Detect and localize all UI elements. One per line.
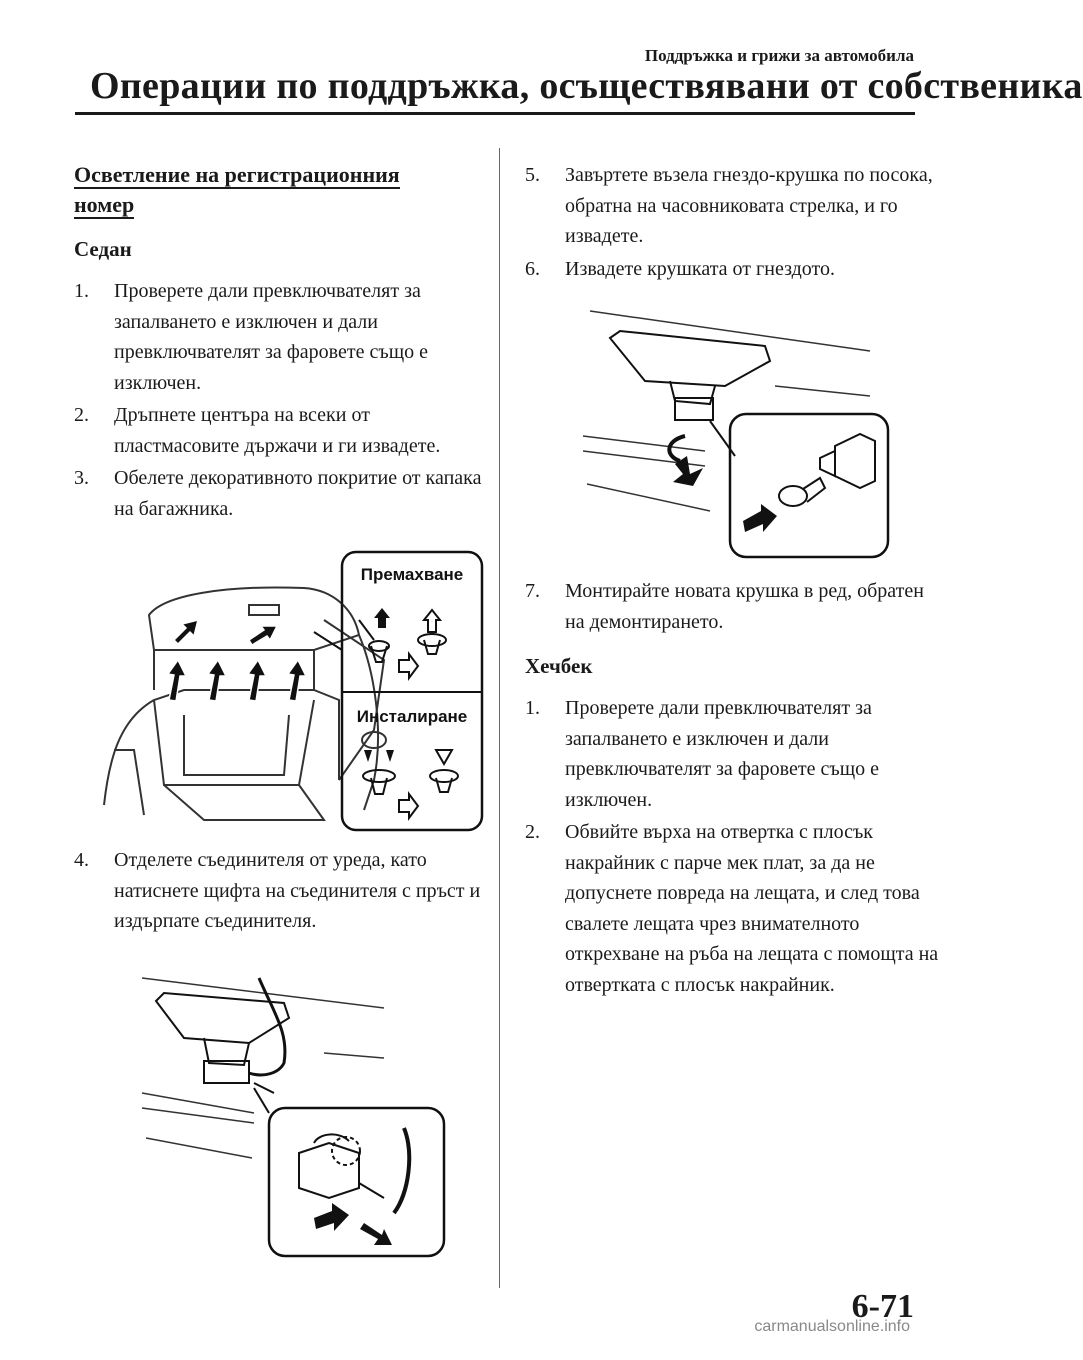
step-item — [74, 276, 489, 398]
step-item — [74, 463, 489, 524]
step-number: 1. — [525, 697, 540, 719]
step-number: 6. — [525, 257, 540, 280]
step-number: 4. — [74, 849, 89, 871]
step-number: 1. — [74, 280, 89, 302]
bulb-socket-figure — [525, 306, 940, 566]
page-title: Операции по поддръжка, осъществявани от собственика — [90, 65, 1083, 107]
subsection-hatchback: Хечбек — [525, 654, 593, 678]
step-item — [74, 400, 489, 461]
step-text: Обвийте върха на отвертка с плосък накрайник с парче мек плат, за да не допуснете повреда на лещата, и след това свалете лещата чрез внимателното открехване на ръба на лещата с помощта на отвертката с плосък накрайник. — [565, 821, 939, 996]
remove-label: Премахване — [360, 565, 464, 584]
section-title-line2: номер — [74, 192, 135, 217]
column-divider — [499, 148, 500, 1288]
install-label: Инсталиране — [356, 707, 468, 726]
watermark: carmanualsonline.info — [754, 1318, 910, 1335]
step-text: Проверете дали превключвателят за запалването е изключен и дали превключвателят за фаровете също е изключен. — [114, 280, 428, 394]
right-column — [525, 160, 940, 1002]
left-column — [74, 160, 489, 1273]
bulb-socket-illustration — [525, 306, 940, 566]
section-title — [74, 160, 489, 220]
chapter-label: Поддръжка и грижи за автомобила — [644, 46, 914, 65]
step-text: Извадете крушката от гнездото. — [565, 257, 835, 280]
section-title-line1: Осветление на регистрационния — [74, 162, 400, 187]
step-number: 3. — [74, 467, 89, 489]
connector-figure — [74, 973, 489, 1263]
step-number: 7. — [525, 580, 540, 602]
step-text: Дръпнете центъра на всеки от пластмасовите държачи и ги извадете. — [114, 404, 441, 457]
step-text: Монтирайте новата крушка в ред, обратен на демонтирането. — [565, 580, 924, 633]
step-number: 2. — [74, 404, 89, 426]
step-text: Проверете дали превключвателят за запалването е изключен и дали превключвателят за фаровете също е изключен. — [565, 697, 879, 811]
subsection-sedan: Седан — [74, 237, 132, 261]
trunk-lid-illustration — [74, 550, 489, 835]
step-item — [74, 845, 489, 937]
step-item — [525, 160, 940, 252]
step-text: Обелете декоративното покритие от капака на багажника. — [114, 467, 482, 520]
step-number: 2. — [525, 821, 540, 843]
page-number: 6-71 — [851, 1288, 914, 1325]
step-number: 5. — [525, 164, 540, 186]
step-item — [525, 693, 940, 815]
step-item — [525, 576, 940, 637]
connector-illustration — [74, 973, 489, 1263]
step-item — [525, 254, 940, 285]
header-rule — [75, 112, 915, 115]
step-text: Отделете съединителя от уреда, като натиснете щифта на съединителя с пръст и издърпате съединителя. — [114, 849, 481, 932]
step-text: Завъртете възела гнездо-крушка по посока, обратна на часовниковата стрелка, и го извадете. — [565, 164, 933, 247]
trunk-lid-figure — [74, 550, 489, 835]
step-item — [525, 817, 940, 1000]
